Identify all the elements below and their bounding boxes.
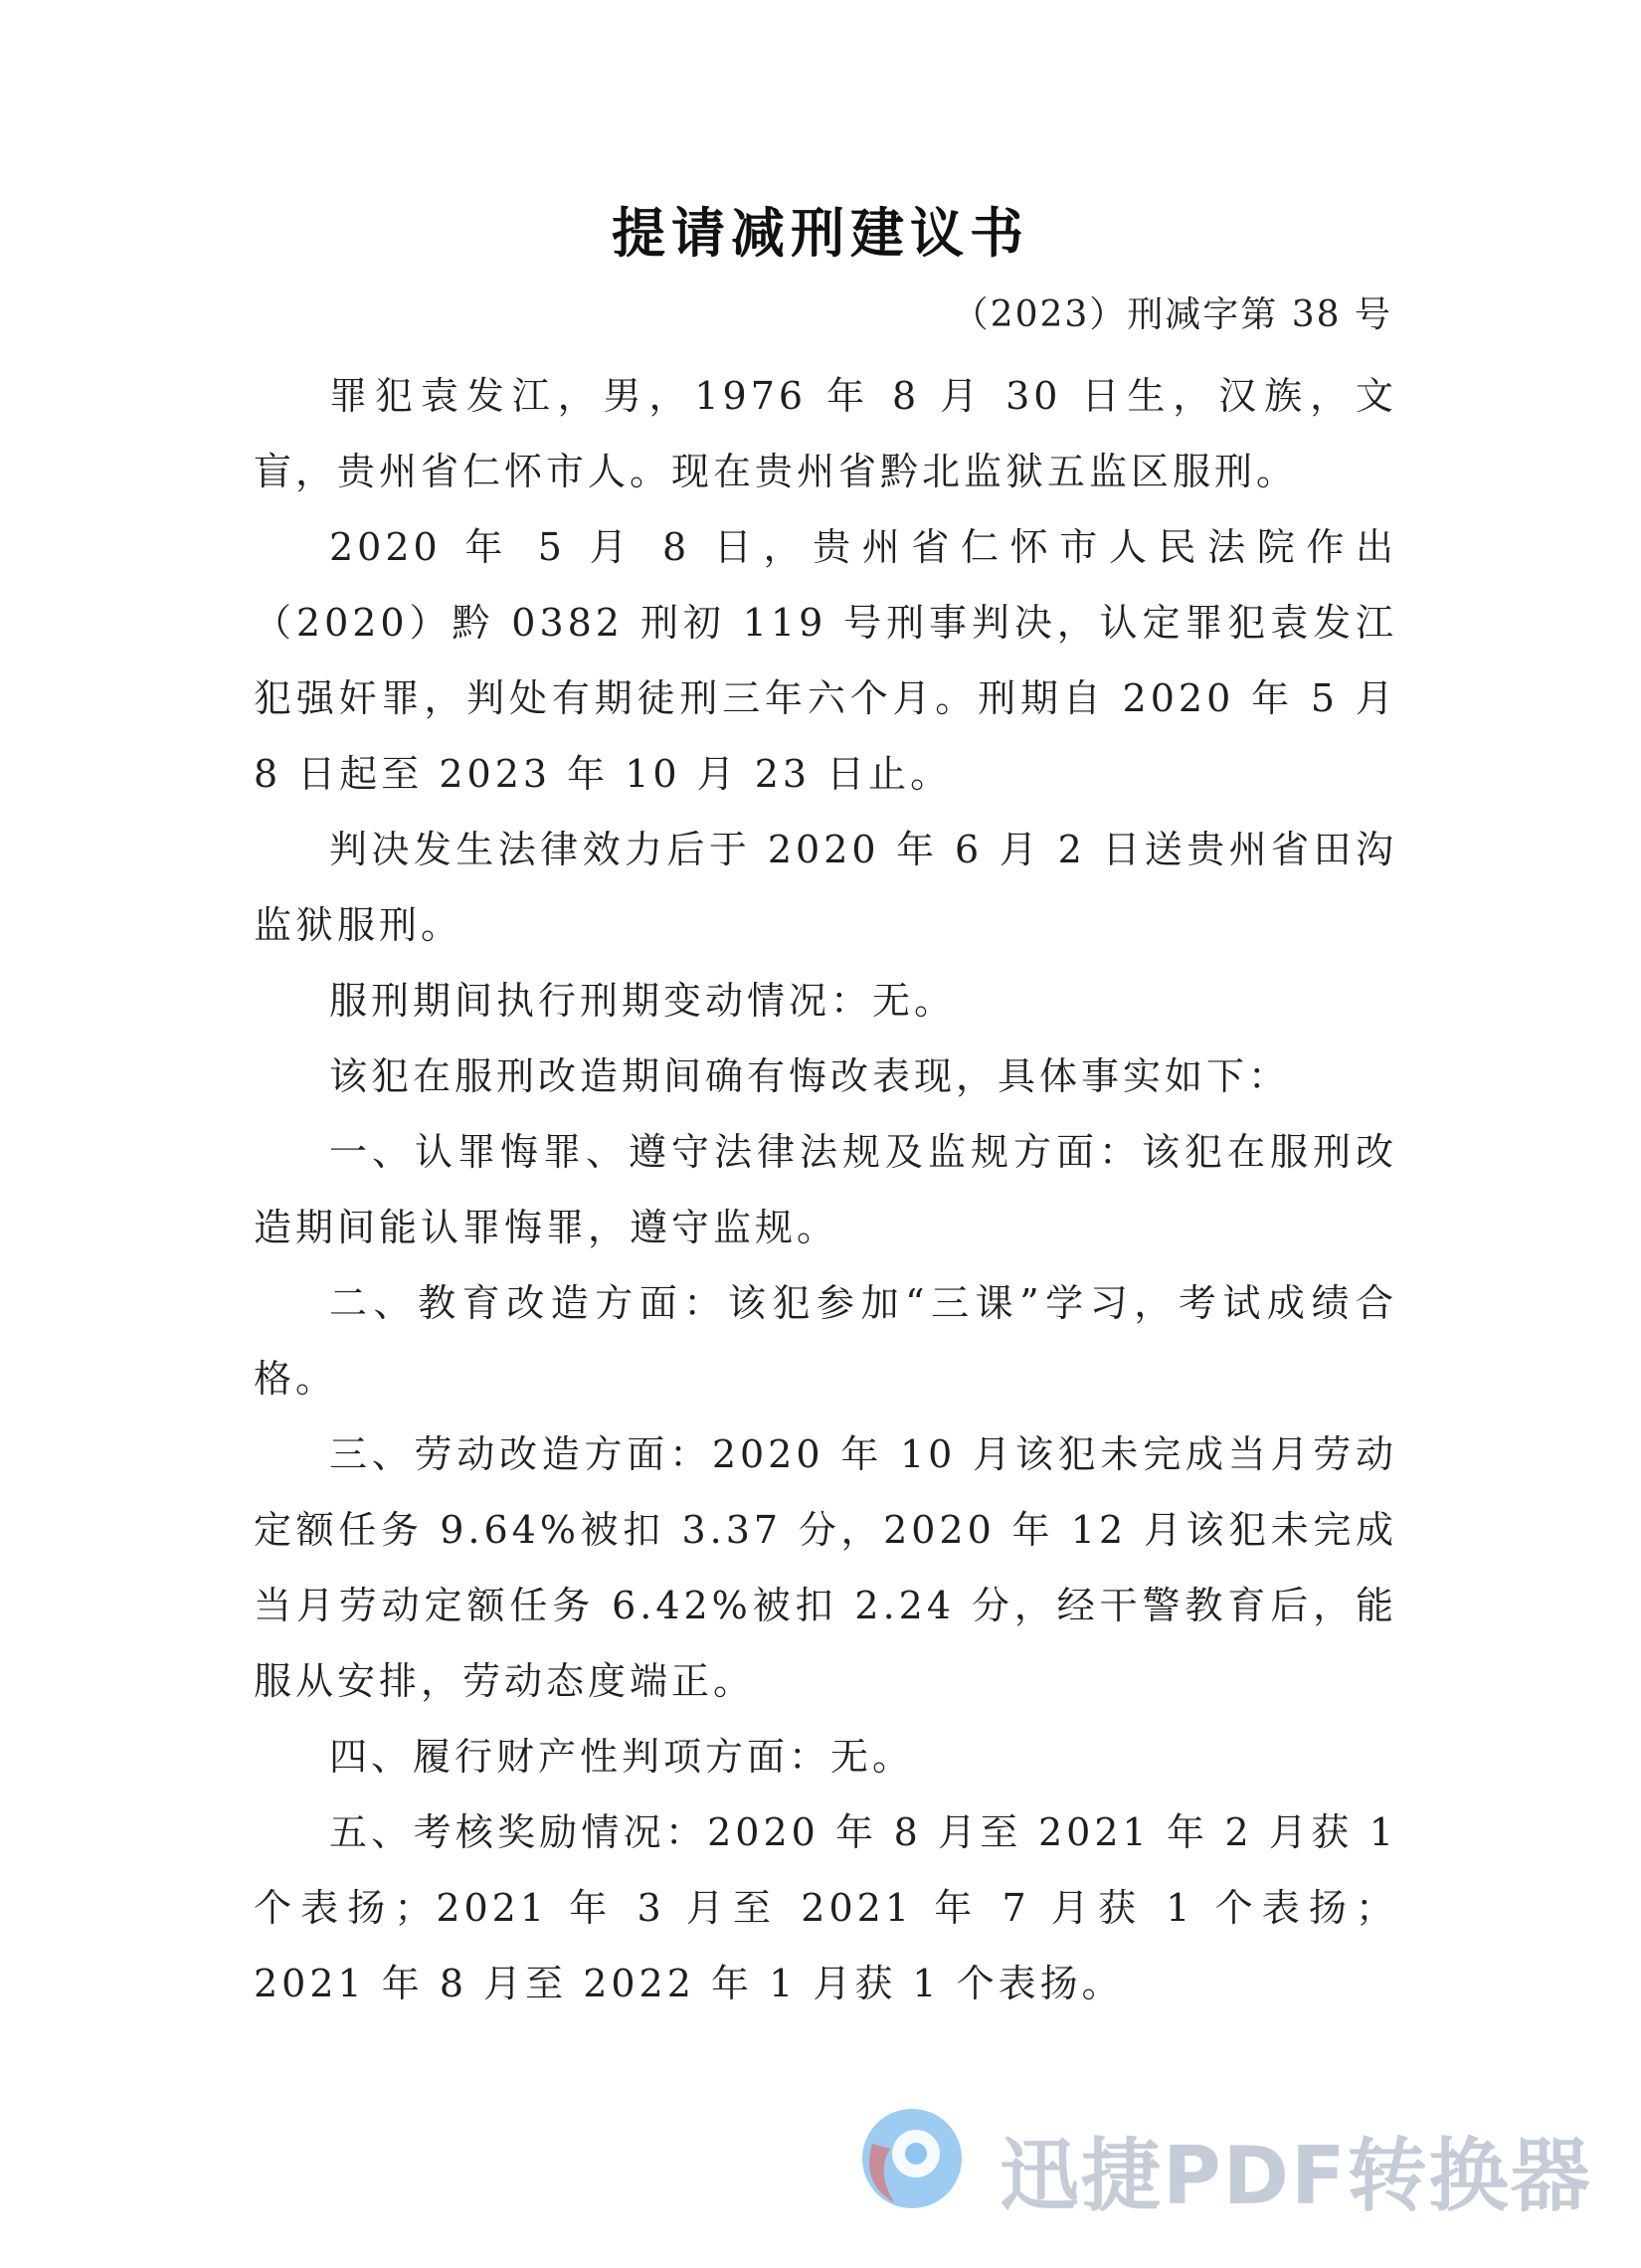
document-body [254, 358, 1397, 2021]
paragraph-criminal-info: 罪犯袁发江，男，1976 年 8 月 30 日生，汉族，文盲，贵州省仁怀市人。现在贵州省黔北监狱五监区服刑。 [254, 374, 1397, 493]
xunjie-pdf-logo-icon [850, 2104, 980, 2213]
paragraph-item-4: 四、履行财产性判项方面：无。 [329, 1735, 915, 1779]
document-number: （2023）刑减字第 38 号 [952, 294, 1392, 335]
watermark [850, 2104, 1606, 2222]
paragraph-repentance-intro: 该犯在服刑改造期间确有悔改表现，具体事实如下： [329, 1054, 1291, 1098]
paragraph-judgment: 2020 年 5 月 8 日，贵州省仁怀市人民法院作出（2020）黔 0382 刑初 119 号刑事判决，认定罪犯袁发江犯强奸罪，判处有期徒刑三年六个月。刑期自 2020 年 5 月 8 日起至 2023 年 10 月 23 日止。 [254, 525, 1397, 796]
paragraph-item-2: 二、教育改造方面：该犯参加“三课”学习，考试成绩合格。 [254, 1281, 1397, 1401]
paragraph-item-5: 五、考核奖励情况：2020 年 8 月至 2021 年 2 月获 1 个表扬；2021 年 3 月至 2021 年 7 月获 1 个表扬；2021 年 8 月至 2022 年 1 月获 1 个表扬。 [254, 1810, 1397, 2005]
watermark-text: 迅捷PDF转换器 [1000, 2130, 1592, 2222]
document-title: 提请减刑建议书 [612, 202, 1029, 265]
paragraph-item-3: 三、劳动改造方面：2020 年 10 月该犯未完成当月劳动定额任务 9.64%被扣 3.37 分，2020 年 12 月该犯未完成当月劳动定额任务 6.42%被扣 2.24 分，经干警教育后，能服从安排，劳动态度端正。 [254, 1432, 1397, 1703]
paragraph-transfer: 判决发生法律效力后于 2020 年 6 月 2 日送贵州省田沟监狱服刑。 [254, 828, 1397, 947]
paragraph-item-1: 一、认罪悔罪、遵守法律法规及监规方面：该犯在服刑改造期间能认罪悔罪，遵守监规。 [254, 1130, 1397, 1249]
paragraph-sentence-change: 服刑期间执行刑期变动情况：无。 [329, 979, 957, 1023]
